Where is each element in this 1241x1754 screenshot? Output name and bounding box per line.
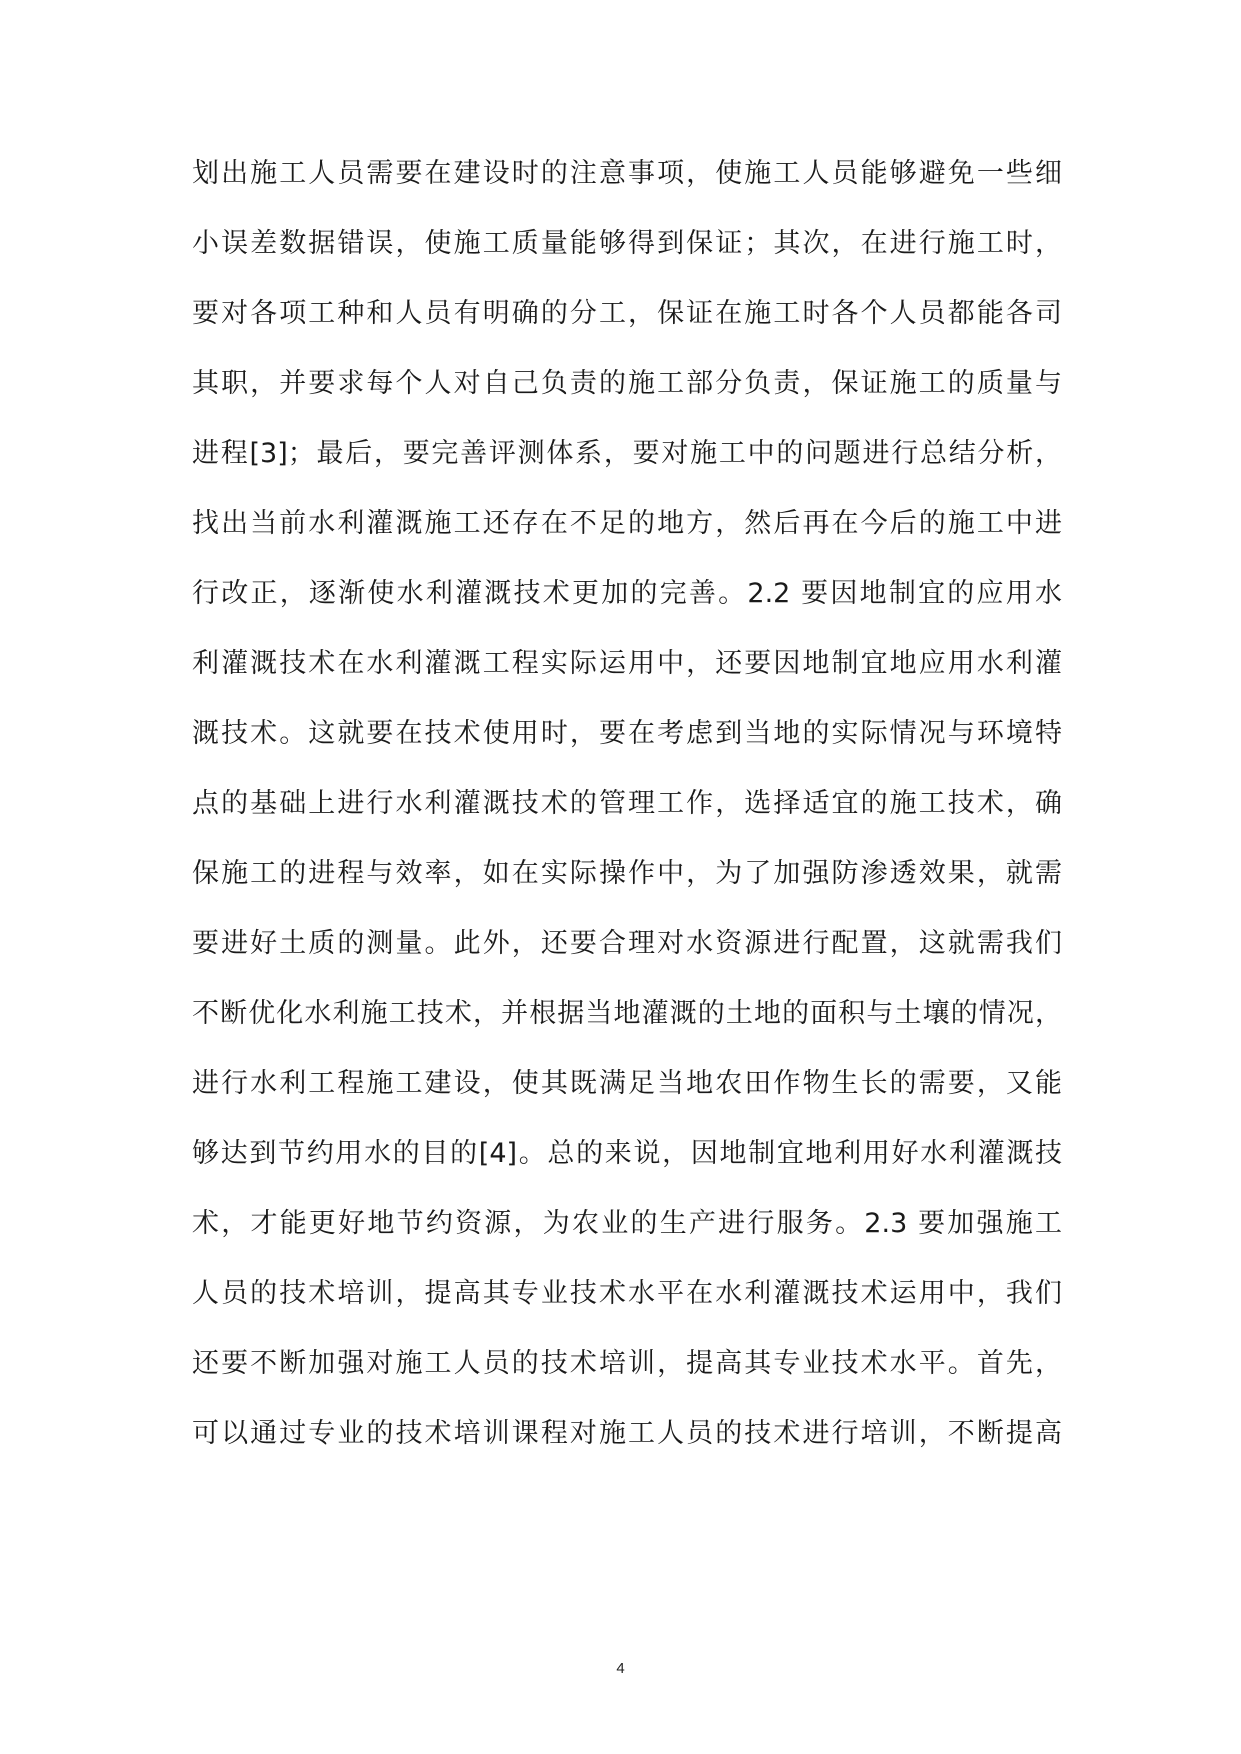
text-line: 不断优化水利施工技术，并根据当地灌溉的土地的面积与土壤的情况， bbox=[192, 998, 1062, 1029]
page-number: 4 bbox=[616, 1660, 625, 1677]
text-line: 要进好土质的测量。此外，还要合理对水资源进行配置，这就需我们 bbox=[192, 928, 1062, 959]
text-line: 找出当前水利灌溉施工还存在不足的地方，然后再在今后的施工中进 bbox=[192, 508, 1062, 539]
text-line: 术，才能更好地节约资源，为农业的生产进行服务。2.3 要加强施工 bbox=[192, 1208, 1062, 1239]
text-line: 其职，并要求每个人对自己负责的施工部分负责，保证施工的质量与 bbox=[192, 368, 1062, 399]
text-line: 保施工的进程与效率，如在实际操作中，为了加强防渗透效果，就需 bbox=[192, 858, 1062, 889]
text-line: 划出施工人员需要在建设时的注意事项，使施工人员能够避免一些细 bbox=[192, 158, 1062, 189]
text-line: 小误差数据错误，使施工质量能够得到保证；其次，在进行施工时， bbox=[192, 228, 1062, 259]
text-line: 行改正，逐渐使水利灌溉技术更加的完善。2.2 要因地制宜的应用水 bbox=[192, 578, 1062, 609]
text-line: 人员的技术培训，提高其专业技术水平在水利灌溉技术运用中，我们 bbox=[192, 1278, 1062, 1309]
body-text bbox=[192, 146, 1062, 1476]
text-line: 进行水利工程施工建设，使其既满足当地农田作物生长的需要，又能 bbox=[192, 1068, 1062, 1099]
text-line: 要对各项工种和人员有明确的分工，保证在施工时各个人员都能各司 bbox=[192, 298, 1062, 329]
text-line: 还要不断加强对施工人员的技术培训，提高其专业技术水平。首先， bbox=[192, 1348, 1062, 1379]
text-line: 利灌溉技术在水利灌溉工程实际运用中，还要因地制宜地应用水利灌 bbox=[192, 648, 1062, 679]
text-line: 进程[3]；最后，要完善评测体系，要对施工中的问题进行总结分析， bbox=[192, 438, 1062, 469]
text-line: 点的基础上进行水利灌溉技术的管理工作，选择适宜的施工技术，确 bbox=[192, 788, 1062, 819]
text-line: 够达到节约用水的目的[4]。总的来说，因地制宜地利用好水利灌溉技 bbox=[192, 1138, 1062, 1169]
text-line: 可以通过专业的技术培训课程对施工人员的技术进行培训，不断提高 bbox=[192, 1418, 1062, 1449]
text-line: 溉技术。这就要在技术使用时，要在考虑到当地的实际情况与环境特 bbox=[192, 718, 1062, 749]
